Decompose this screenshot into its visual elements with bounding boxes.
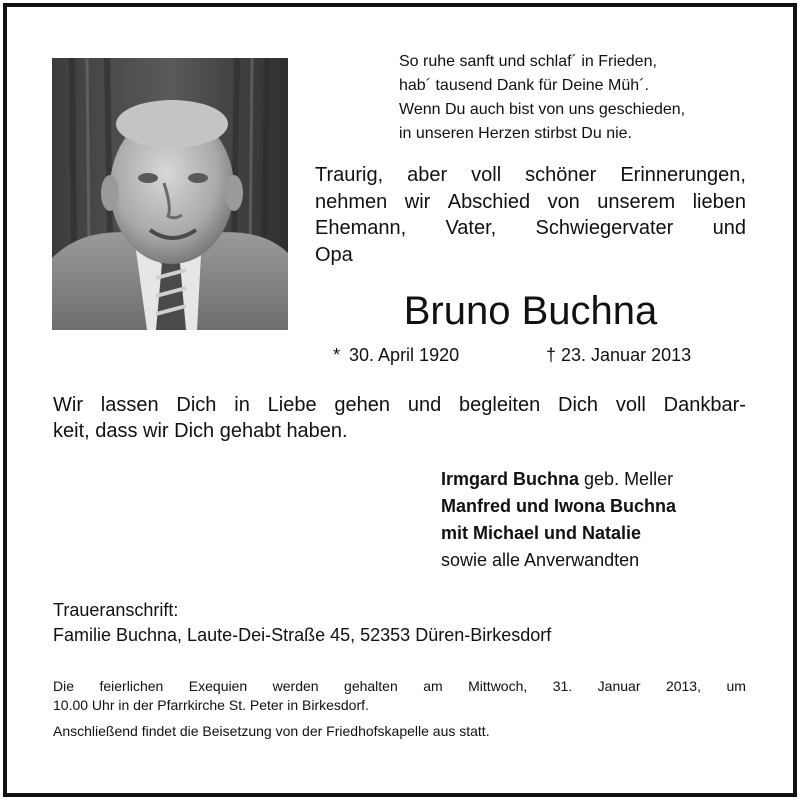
intro-word: unserem — [597, 190, 676, 213]
mourner-wife-name: Irmgard Buchna — [441, 469, 580, 489]
intro-word: aber — [407, 164, 448, 186]
deceased-name: Bruno Buchna — [403, 289, 658, 333]
address-text: Familie Buchna, Laute-Dei-Straße 45, 52353 Düren-Birkesdorf — [53, 625, 552, 645]
poem-verse — [399, 50, 759, 146]
service-word: 2013, — [665, 678, 701, 694]
service-line-2: 10.00 Uhr in der Pfarrkirche St. Peter in Birkesdorf. — [53, 697, 369, 713]
farewell-word: Dich — [176, 394, 217, 416]
intro-word: von — [547, 190, 580, 213]
farewell-word: Wir — [53, 394, 83, 416]
intro-word: Vater, — [445, 217, 497, 239]
farewell-line-2: keit, dass wir Dich gehabt haben. — [53, 420, 348, 442]
farewell-word: Dich — [558, 394, 599, 416]
service-word: um — [726, 678, 746, 694]
intro-line-1 — [315, 162, 746, 189]
intro-word: und — [712, 217, 746, 239]
service-line-1 — [53, 677, 746, 696]
intro-word: voll — [471, 164, 502, 186]
intro-word: nehmen — [315, 190, 388, 213]
farewell-intro — [315, 162, 746, 268]
intro-line-3 — [315, 215, 746, 242]
mourner-wife — [441, 466, 761, 493]
service-word: gehalten — [344, 678, 398, 694]
service-word: feierlichen — [99, 678, 164, 694]
death-date — [546, 343, 691, 367]
intro-word: Ehemann, — [315, 217, 407, 239]
service-word: Mittwoch, — [468, 678, 528, 694]
birth-date — [333, 343, 459, 367]
mourner-wife-maiden: geb. Meller — [579, 469, 674, 489]
intro-word: schöner — [525, 164, 597, 186]
service-word: 31. — [552, 678, 573, 694]
service-line-3: Anschließend findet die Beisetzung von der Friedhofskapelle aus statt. — [53, 723, 490, 739]
service-word: Exequien — [188, 678, 248, 694]
mourning-address — [53, 598, 753, 648]
farewell-word: in — [234, 394, 250, 416]
poem-line: Wenn Du auch bist von uns geschieden, — [399, 101, 686, 118]
address-label: Traueranschrift: — [53, 600, 179, 620]
intro-word: Opa — [315, 243, 353, 266]
mourner-son — [441, 493, 761, 520]
intro-word: Abschied — [447, 190, 531, 213]
farewell-word: gehen — [334, 394, 391, 416]
mourner-son-name: Manfred und Iwona Buchna — [441, 496, 677, 516]
farewell-word: lassen — [100, 394, 159, 416]
farewell-word: voll — [615, 394, 646, 416]
intro-line-4 — [315, 242, 746, 269]
intro-word: Traurig, — [315, 164, 384, 186]
portrait-photo-icon — [52, 58, 288, 330]
birth-mark: * — [333, 345, 341, 365]
mourners-list — [441, 466, 761, 574]
death-date-text: 23. Januar 2013 — [561, 345, 692, 365]
service-word: am — [423, 678, 443, 694]
mourner-grandchildren — [441, 520, 761, 547]
intro-word: lieben — [692, 190, 746, 213]
farewell-word: und — [407, 394, 442, 416]
intro-line-2 — [315, 189, 746, 216]
mourner-grandchildren-name: mit Michael und Natalie — [441, 523, 642, 543]
intro-word: wir — [404, 190, 431, 213]
service-word: Januar — [597, 678, 641, 694]
farewell-line-1 — [53, 392, 746, 418]
farewell-statement — [53, 392, 746, 444]
service-info — [53, 677, 746, 741]
death-cross-icon: † — [546, 345, 557, 365]
poem-line: So ruhe sanft und schlaf´ in Frieden, — [399, 53, 657, 70]
service-word: Die — [53, 678, 75, 694]
service-word: werden — [272, 678, 319, 694]
intro-word: Schwiegervater — [535, 217, 674, 239]
farewell-word: Dankbar- — [663, 394, 746, 416]
farewell-word: Liebe — [267, 394, 317, 416]
intro-word: Erinnerungen, — [620, 164, 746, 186]
poem-line: in unseren Herzen stirbst Du nie. — [399, 125, 632, 142]
mourner-relatives: sowie alle Anverwandten — [441, 550, 640, 570]
poem-line: hab´ tausend Dank für Deine Müh´. — [399, 77, 649, 94]
birth-date-text: 30. April 1920 — [349, 345, 460, 365]
farewell-word: begleiten — [459, 394, 541, 416]
